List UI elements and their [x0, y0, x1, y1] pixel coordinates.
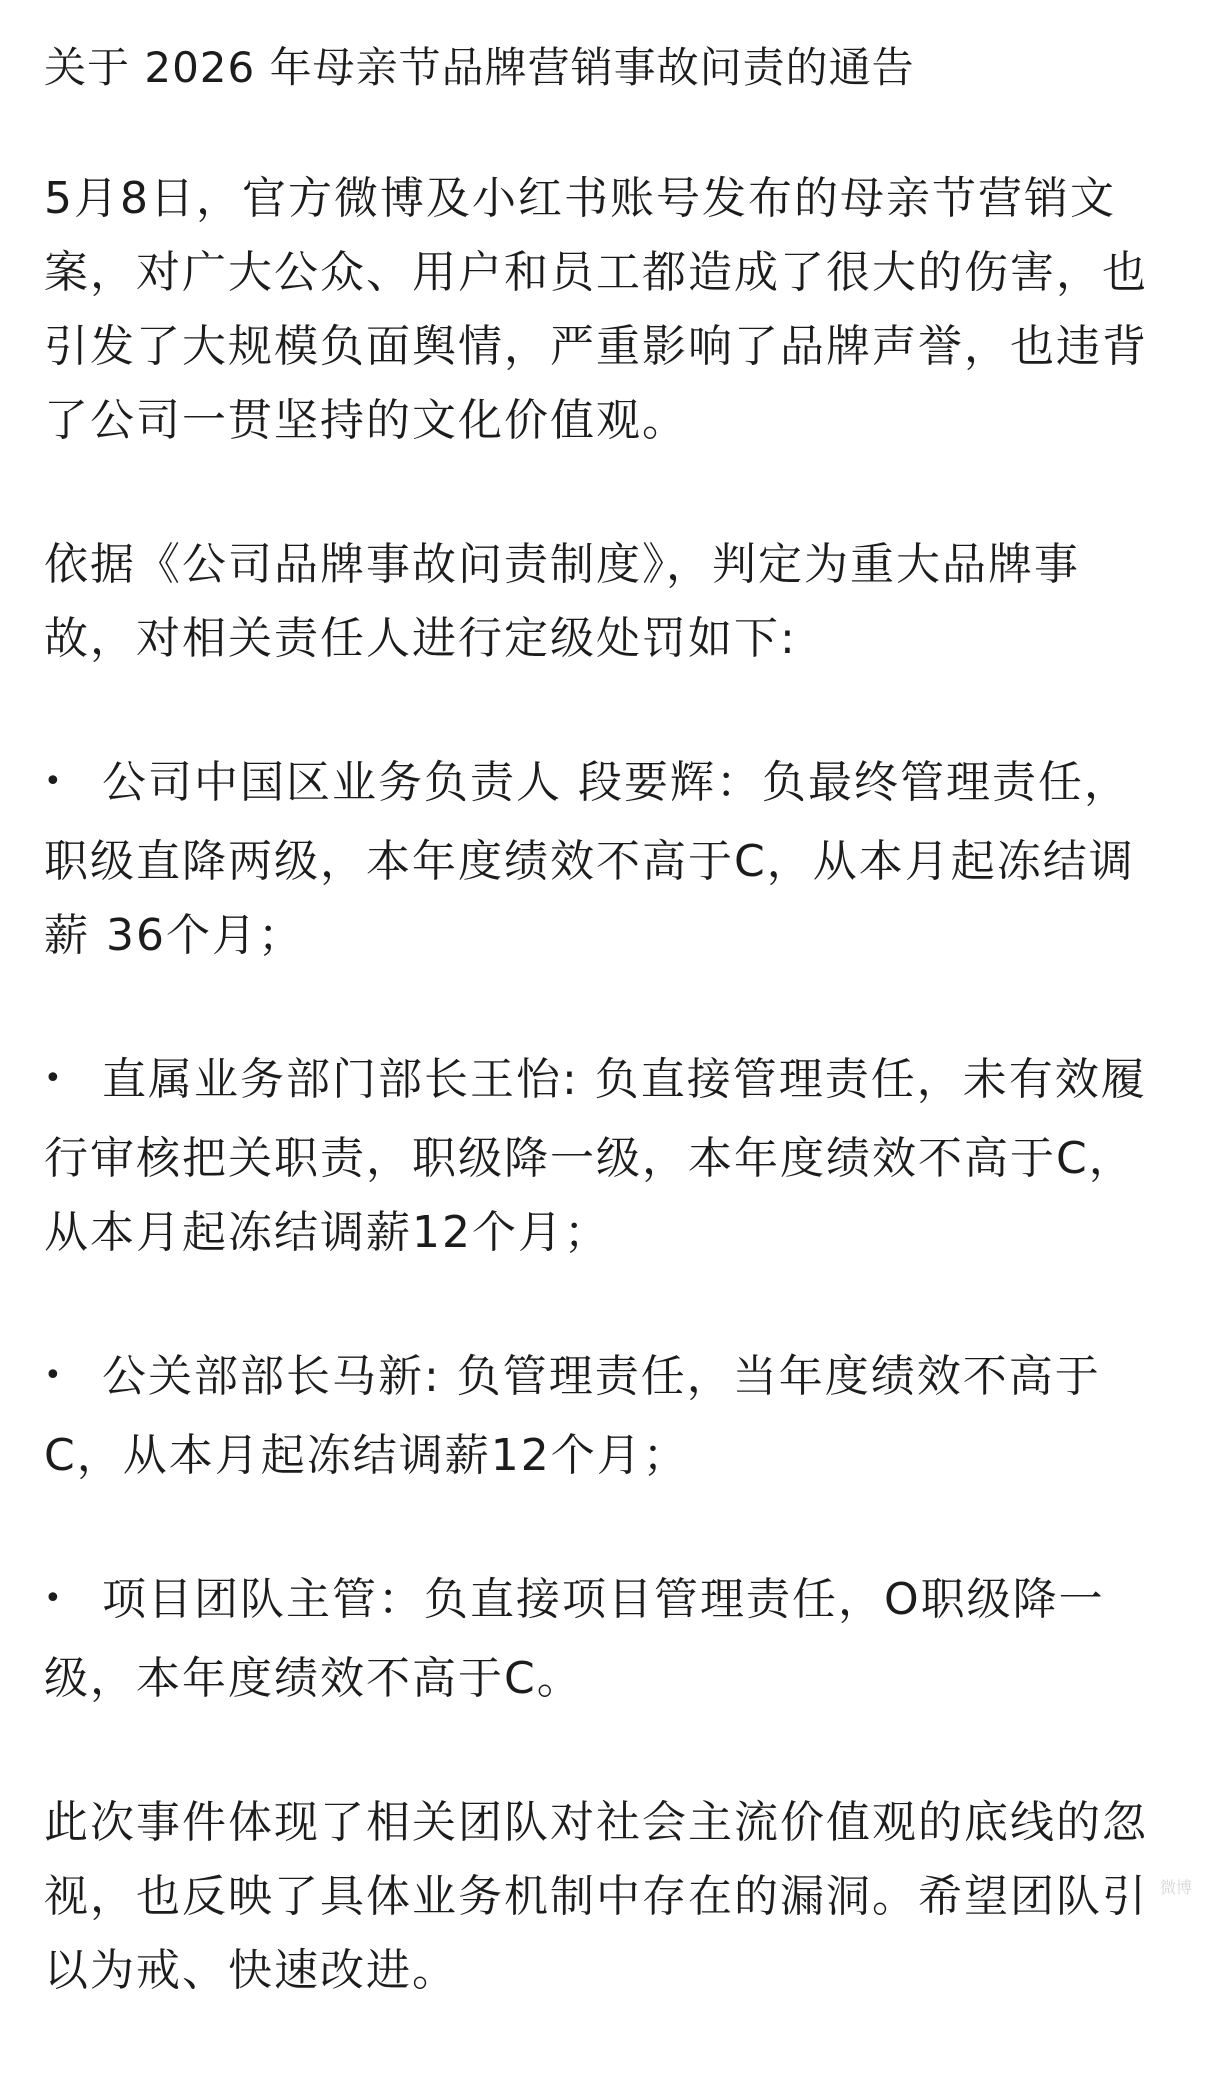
- bullet-dot-icon: [44, 1563, 102, 1642]
- penalty-item-1: [44, 746, 1169, 973]
- penalty-text: 项目团队主管：负直接项目管理责任，O职级降一级，本年度绩效不高于C。: [44, 1574, 1105, 1704]
- penalty-text: 直属业务部门部长王怡: 负直接管理责任，未有效履行审核把关职责，职级降一级，本年度绩效不高于C，从本月起冻结调薪12个月；: [44, 1054, 1147, 1258]
- bullet-dot-icon: [44, 1340, 102, 1419]
- announcement-document: [44, 36, 1169, 2078]
- intro-paragraph: 5月8日，官方微博及小红书账号发布的母亲节营销文案，对广大公众、用户和员工都造成了很大的伤害，也引发了大规模负面舆情，严重影响了品牌声誉，也违背了公司一贯坚持的文化价值观。: [44, 173, 1148, 446]
- watermark: 微博: [1159, 1878, 1192, 1897]
- conclusion-paragraph: 此次事件体现了相关团队对社会主流价值观的底线的忽视，也反映了具体业务机制中存在的漏洞。希望团队引以为戒、快速改进。: [44, 1797, 1148, 1996]
- penalty-text: 公司中国区业务负责人 段要辉：负最终管理责任，职级直降两级，本年度绩效不高于C，从本月起冻结调薪 36个月；: [44, 757, 1135, 961]
- penalty-text: 公关部部长马新: 负管理责任，当年度绩效不高于C，从本月起冻结调薪12个月；: [44, 1351, 1101, 1481]
- bullet-dot-icon: [44, 1043, 102, 1122]
- penalty-item-3: [44, 1340, 1169, 1493]
- bullet-dot-icon: [44, 746, 102, 825]
- penalty-item-2: [44, 1043, 1169, 1270]
- penalty-item-4: [44, 1563, 1169, 1716]
- announcement-title: 关于 2026 年母亲节品牌营销事故问责的通告: [44, 43, 915, 92]
- basis-paragraph: 依据《公司品牌事故问责制度》，判定为重大品牌事故，对相关责任人进行定级处罚如下:: [44, 539, 1080, 664]
